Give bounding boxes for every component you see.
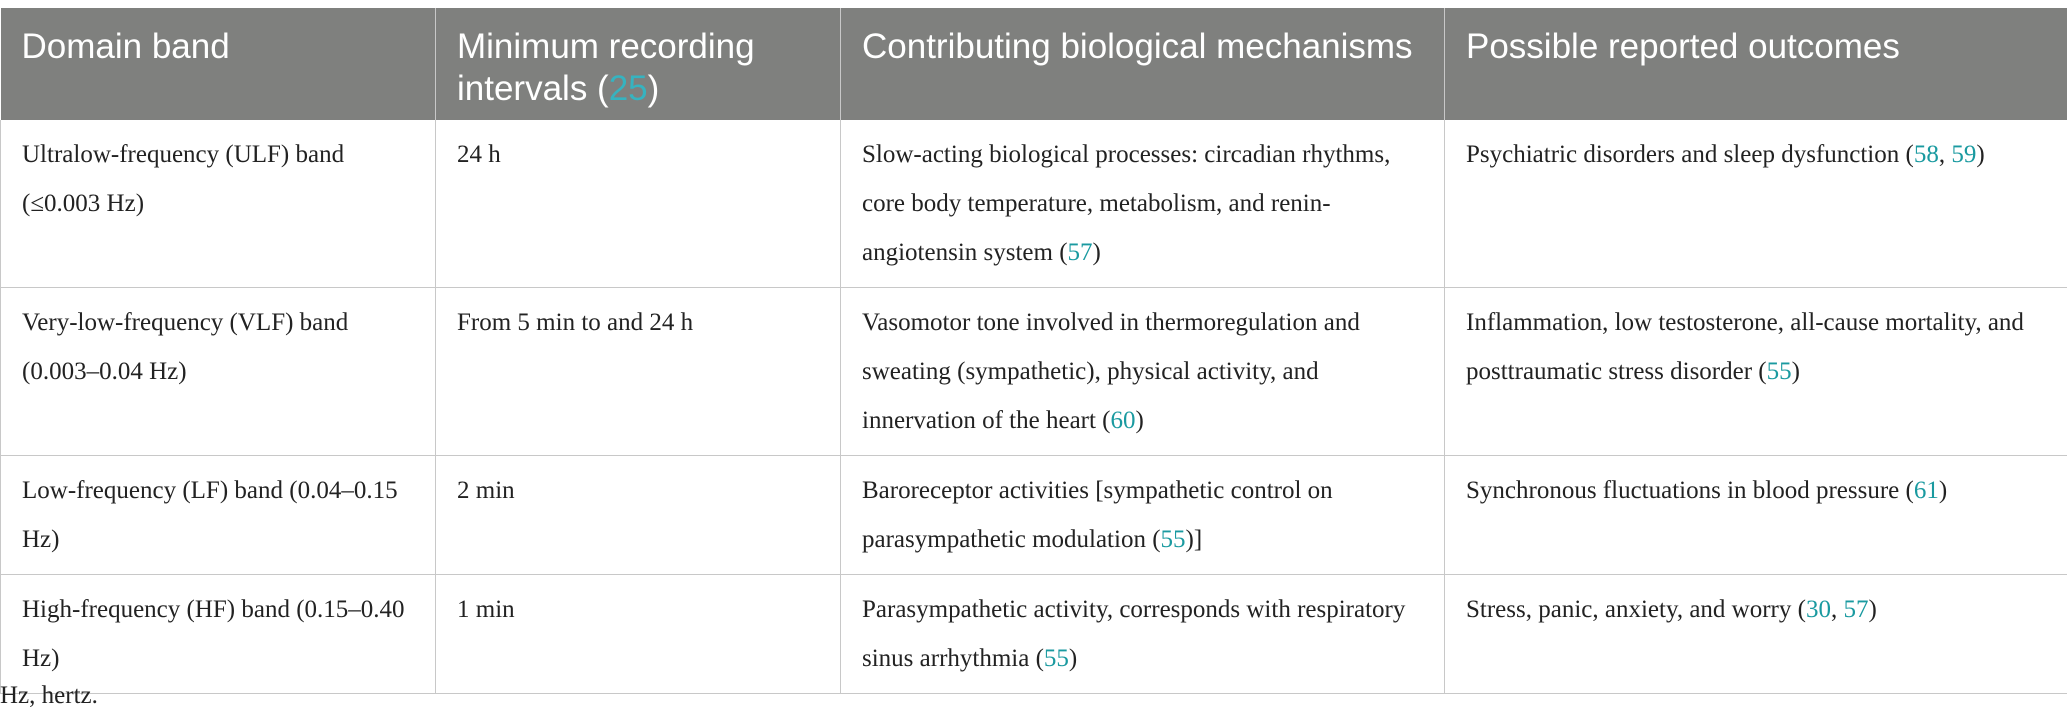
outcome-text: Psychiatric disorders and sleep dysfunction ( — [1466, 141, 1914, 168]
reference-link[interactable]: 57 — [1067, 239, 1093, 266]
cell-band: High-frequency (HF) band (0.15–0.40 Hz) — [1, 575, 436, 694]
cell-outcome — [1445, 288, 2067, 456]
header-col2-text: Minimum recording intervals ( — [457, 27, 755, 108]
reference-link[interactable]: 61 — [1913, 477, 1939, 504]
mechanism-close: )] — [1185, 526, 1203, 553]
cell-interval: 24 h — [436, 120, 841, 288]
hrv-frequency-table-container — [0, 8, 2067, 694]
reference-link[interactable]: 55 — [1043, 645, 1069, 672]
outcome-close: ) — [1976, 141, 1985, 168]
cell-interval: 1 min — [436, 575, 841, 694]
header-possible-outcomes: Possible reported outcomes — [1445, 8, 2067, 120]
reference-link[interactable]: 57 — [1843, 596, 1869, 623]
outcome-close: ) — [1868, 596, 1877, 623]
cell-band: Very-low-frequency (VLF) band (0.003–0.04 Hz) — [1, 288, 436, 456]
cell-mechanism — [841, 120, 1445, 288]
outcome-text: Synchronous fluctuations in blood pressure ( — [1466, 477, 1914, 504]
cell-band: Ultralow-frequency (ULF) band (≤0.003 Hz) — [1, 120, 436, 288]
reference-link[interactable]: 25 — [608, 69, 648, 108]
mechanism-close: ) — [1135, 407, 1144, 434]
cell-outcome — [1445, 120, 2067, 288]
table-row — [1, 456, 2067, 575]
mechanism-close: ) — [1092, 239, 1101, 266]
mechanism-text: Parasympathetic activity, corresponds with respiratory sinus arrhythmia ( — [862, 596, 1406, 672]
table-header-row — [1, 8, 2067, 120]
hrv-frequency-table — [0, 8, 2067, 694]
reference-link[interactable]: 55 — [1160, 526, 1186, 553]
mechanism-text: Baroreceptor activities [sympathetic control on parasympathetic modulation ( — [862, 477, 1333, 553]
cell-mechanism — [841, 288, 1445, 456]
outcome-text: Stress, panic, anxiety, and worry ( — [1466, 596, 1806, 623]
outcome-close: ) — [1938, 477, 1948, 504]
cell-band: Low-frequency (LF) band (0.04–0.15 Hz) — [1, 456, 436, 575]
cell-mechanism — [841, 575, 1445, 694]
mechanism-text: Vasomotor tone involved in thermoregulation and sweating (sympathetic), physical activity, and innervation of the heart ( — [862, 309, 1360, 434]
table-footnote: Hz, hertz. — [0, 682, 98, 709]
outcome-separator: , — [1830, 596, 1844, 623]
table-row — [1, 575, 2067, 694]
outcome-close: ) — [1791, 358, 1800, 385]
header-domain-band: Domain band — [1, 8, 436, 120]
reference-link[interactable]: 30 — [1805, 596, 1831, 623]
cell-interval: 2 min — [436, 456, 841, 575]
outcome-separator: , — [1938, 141, 1952, 168]
header-contributing-mechanisms: Contributing biological mechanisms — [841, 8, 1445, 120]
cell-outcome — [1445, 456, 2067, 575]
reference-link[interactable]: 59 — [1951, 141, 1977, 168]
table-row — [1, 120, 2067, 288]
reference-link[interactable]: 55 — [1766, 358, 1792, 385]
reference-link[interactable]: 58 — [1913, 141, 1939, 168]
cell-outcome — [1445, 575, 2067, 694]
reference-link[interactable]: 60 — [1110, 407, 1136, 434]
table-row — [1, 288, 2067, 456]
cell-interval: From 5 min to and 24 h — [436, 288, 841, 456]
outcome-text: Inflammation, low testosterone, all-cause mortality, and posttraumatic stress disorder ( — [1466, 309, 2024, 385]
mechanism-close: ) — [1068, 645, 1078, 672]
cell-mechanism — [841, 456, 1445, 575]
mechanism-text: Slow-acting biological processes: circadian rhythms, core body temperature, metabolism, and renin-angiotensin system ( — [862, 141, 1391, 266]
header-minimum-recording-intervals — [436, 8, 841, 120]
header-col2-close: ) — [647, 69, 660, 108]
